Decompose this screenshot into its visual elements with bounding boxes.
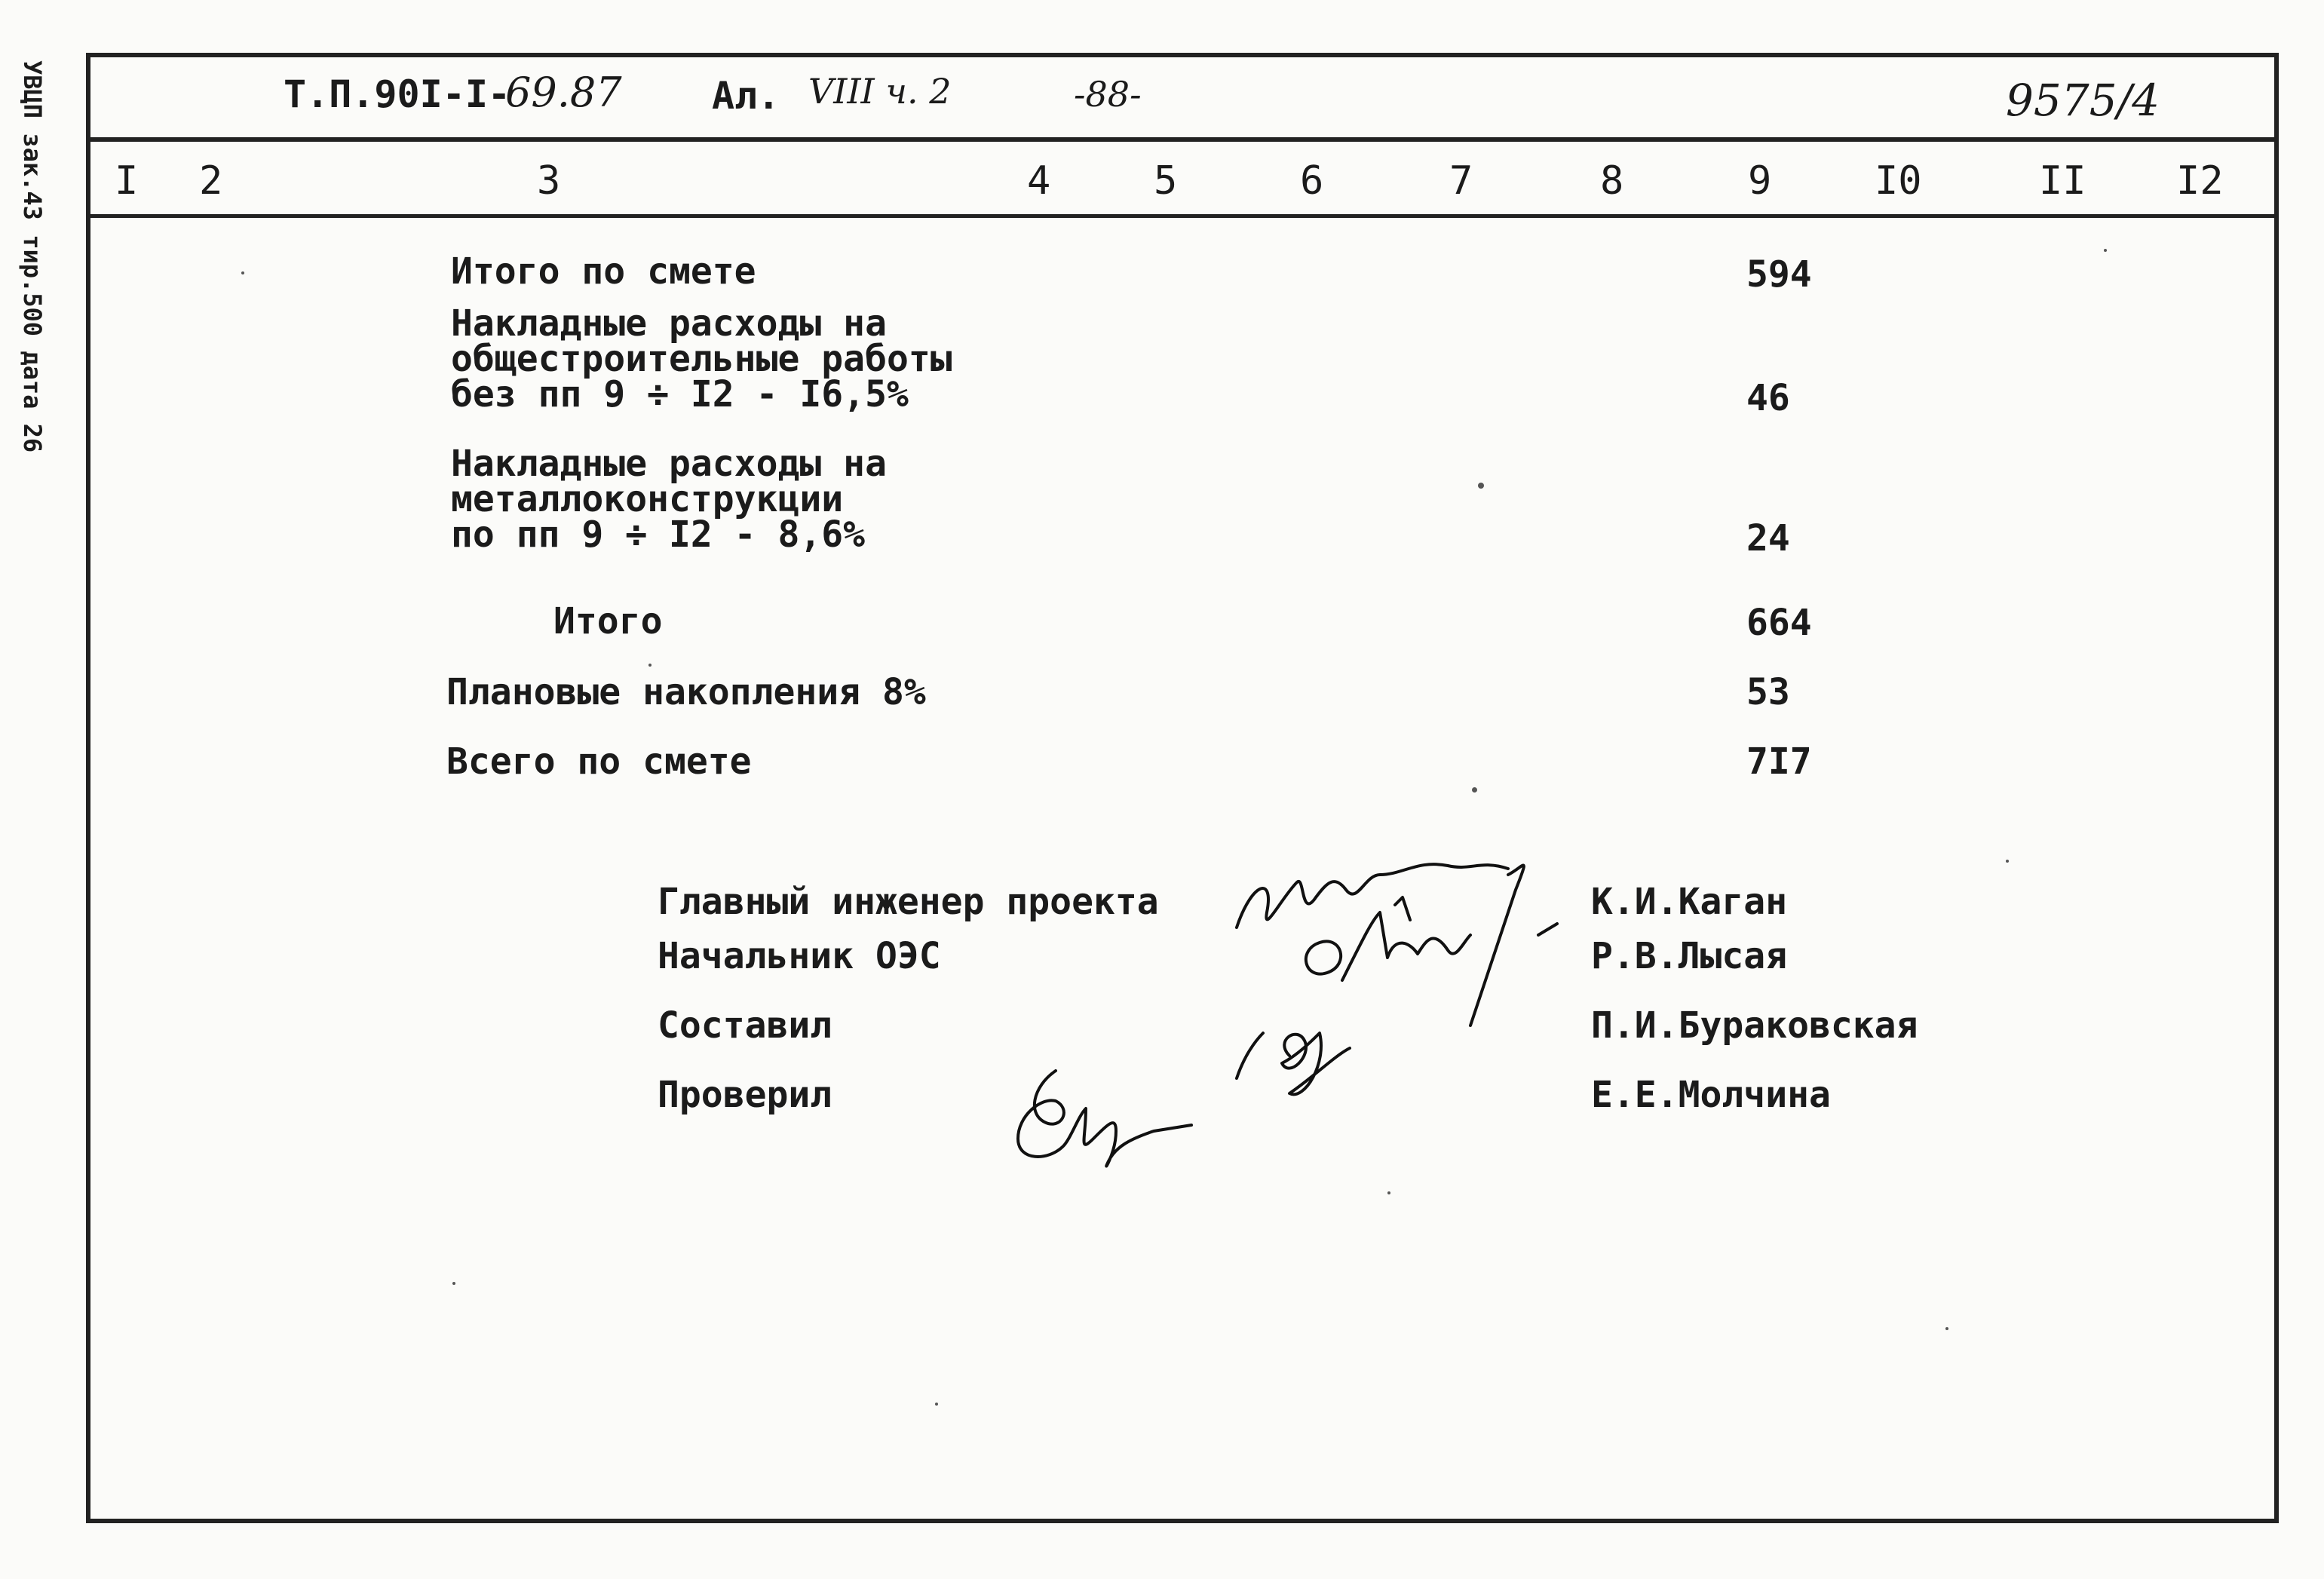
column-number: 4 [1027, 158, 1051, 204]
signature-role: Главный инженер проекта [658, 881, 1159, 923]
scan-speck [1387, 1191, 1390, 1194]
page-number: -88- [1074, 74, 1142, 115]
project-code-handwritten: 69.87 [505, 69, 622, 116]
signature-name: П.И.Бураковская [1591, 1004, 1918, 1047]
row-label: общестроительные работы [451, 338, 952, 380]
column-number: II [2039, 158, 2086, 204]
scan-speck [1945, 1327, 1948, 1330]
row-value: 24 [1746, 517, 1790, 560]
row-label: без пп 9 ÷ I2 - I6,5% [451, 373, 909, 415]
margin-print-note: УВЦП зак.43 тир.500 дата 26 [18, 60, 47, 453]
row-value: 594 [1746, 253, 1812, 296]
handwritten-signatures [1222, 829, 1561, 1116]
column-number: 6 [1300, 158, 1324, 204]
column-number: I0 [1875, 158, 1922, 204]
column-number: 9 [1748, 158, 1772, 204]
column-number: 8 [1600, 158, 1624, 204]
signature-role: Составил [658, 1004, 832, 1047]
signature-name: Е.Е.Молчина [1591, 1074, 1831, 1116]
project-code: Т.П.90I-I- [284, 72, 511, 116]
row-label: по пп 9 ÷ I2 - 8,6% [451, 514, 866, 556]
row-label: Итого [553, 600, 663, 642]
column-header-divider [86, 214, 2279, 218]
row-value: 46 [1746, 377, 1790, 419]
document-number: 9575/4 [2006, 75, 2160, 126]
row-label: Плановые накопления 8% [446, 671, 926, 713]
scan-speck [935, 1403, 938, 1406]
scan-speck [1472, 787, 1477, 793]
signature-role: Проверил [658, 1074, 832, 1116]
album-handwritten: VIII ч. 2 [808, 71, 952, 112]
scan-speck [648, 664, 652, 667]
row-label: Всего по смете [446, 740, 752, 783]
handwritten-signature-checker [1003, 1056, 1199, 1176]
album-label: Ал. [712, 74, 780, 118]
column-number: 2 [199, 158, 223, 204]
row-value: 53 [1746, 671, 1790, 713]
signature-role: Начальник ОЭС [658, 935, 941, 977]
scan-speck [2104, 249, 2107, 252]
signature-name: К.И.Каган [1591, 881, 1788, 923]
column-number: 3 [537, 158, 561, 204]
column-number: I [115, 158, 139, 204]
table-frame [86, 53, 2279, 1523]
column-number: 7 [1449, 158, 1473, 204]
column-number: I2 [2176, 158, 2224, 204]
row-label: Накладные расходы на [451, 302, 887, 345]
signature-name: Р.В.Лысая [1591, 935, 1788, 977]
scan-speck [2006, 860, 2009, 863]
row-label: Итого по смете [451, 250, 756, 293]
row-label: металлоконструкции [451, 478, 844, 520]
scan-speck [452, 1282, 455, 1285]
row-value: 7I7 [1746, 740, 1812, 783]
row-value: 664 [1746, 602, 1812, 644]
header-divider [86, 137, 2279, 142]
scan-speck [1478, 483, 1484, 489]
row-label: Накладные расходы на [451, 443, 887, 485]
scan-speck [241, 271, 244, 274]
column-number: 5 [1154, 158, 1178, 204]
